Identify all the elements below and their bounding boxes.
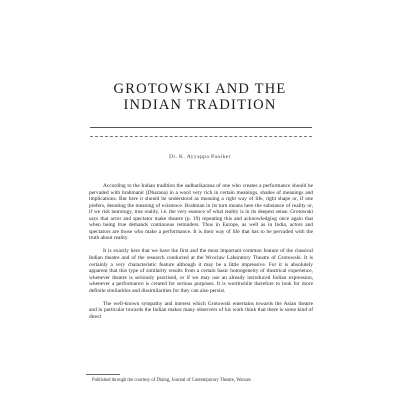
footnote: Published through the courtesy of Dialog, Journal of Contemporary Theatre, Warsaw [92, 378, 252, 383]
title-rule-bottom [90, 136, 312, 137]
paragraph-1: According to the Indian tradition the sadharikarana of one who creates a performance should be pervaded with brahmanir (Dharana) in a word very rich in certain meanings, shades of meanings and implications. But here it should be understood as meaning a right way of life, right shape or, if one prefers, denoting the meaning of existence. Brahman in its turn means here the substance of reality or, if we risk tautology, true reality, i.e. the very essence of what reality is in its deepest sense. Grotowski says that actor and spectator make theatre (p. 19) repeating this and acknowledging once again that when being true demands continuous reminders. Thus in Europe, as well as in India, actors and spectators are those who make a performance. It is their way of life that has to be pervaded with the truth about reality. [89, 183, 313, 242]
article-body [89, 183, 313, 327]
author-byline: Dr. K. Ayyappa Paniker [169, 154, 231, 160]
title-rule-top [90, 127, 312, 128]
article-title-line-2: INDIAN TRADITION [123, 97, 277, 113]
paragraph-2: It is exactly here that we have the first and the most important common feature of the classical Indian theatre and of the research conducted at the Wroclaw Laboratory Theatre of Grotowski. It is certainly a very characteristic feature although it may be a little impressive. For it is absolutely apparent that this type of similarity results from a certain basic homogeneity of theatrical experience, whenever theatre is seriously practised, or if we may use an already introduced Indian expression, whenever a performance is created for serious purposes. It is worthwhile therefore to look for more definite similarities and dissimilarities for they can also persist. [89, 248, 313, 294]
article-title-line-1: GROTOWSKI AND THE [113, 81, 287, 97]
footnote-rule [86, 374, 120, 375]
paragraph-3: The well-known sympathy and interest which Grotowski entertains towards the Asian theatre and in particular towards the Indian makes many observers of his work think that there is some kind of direct [89, 300, 313, 320]
